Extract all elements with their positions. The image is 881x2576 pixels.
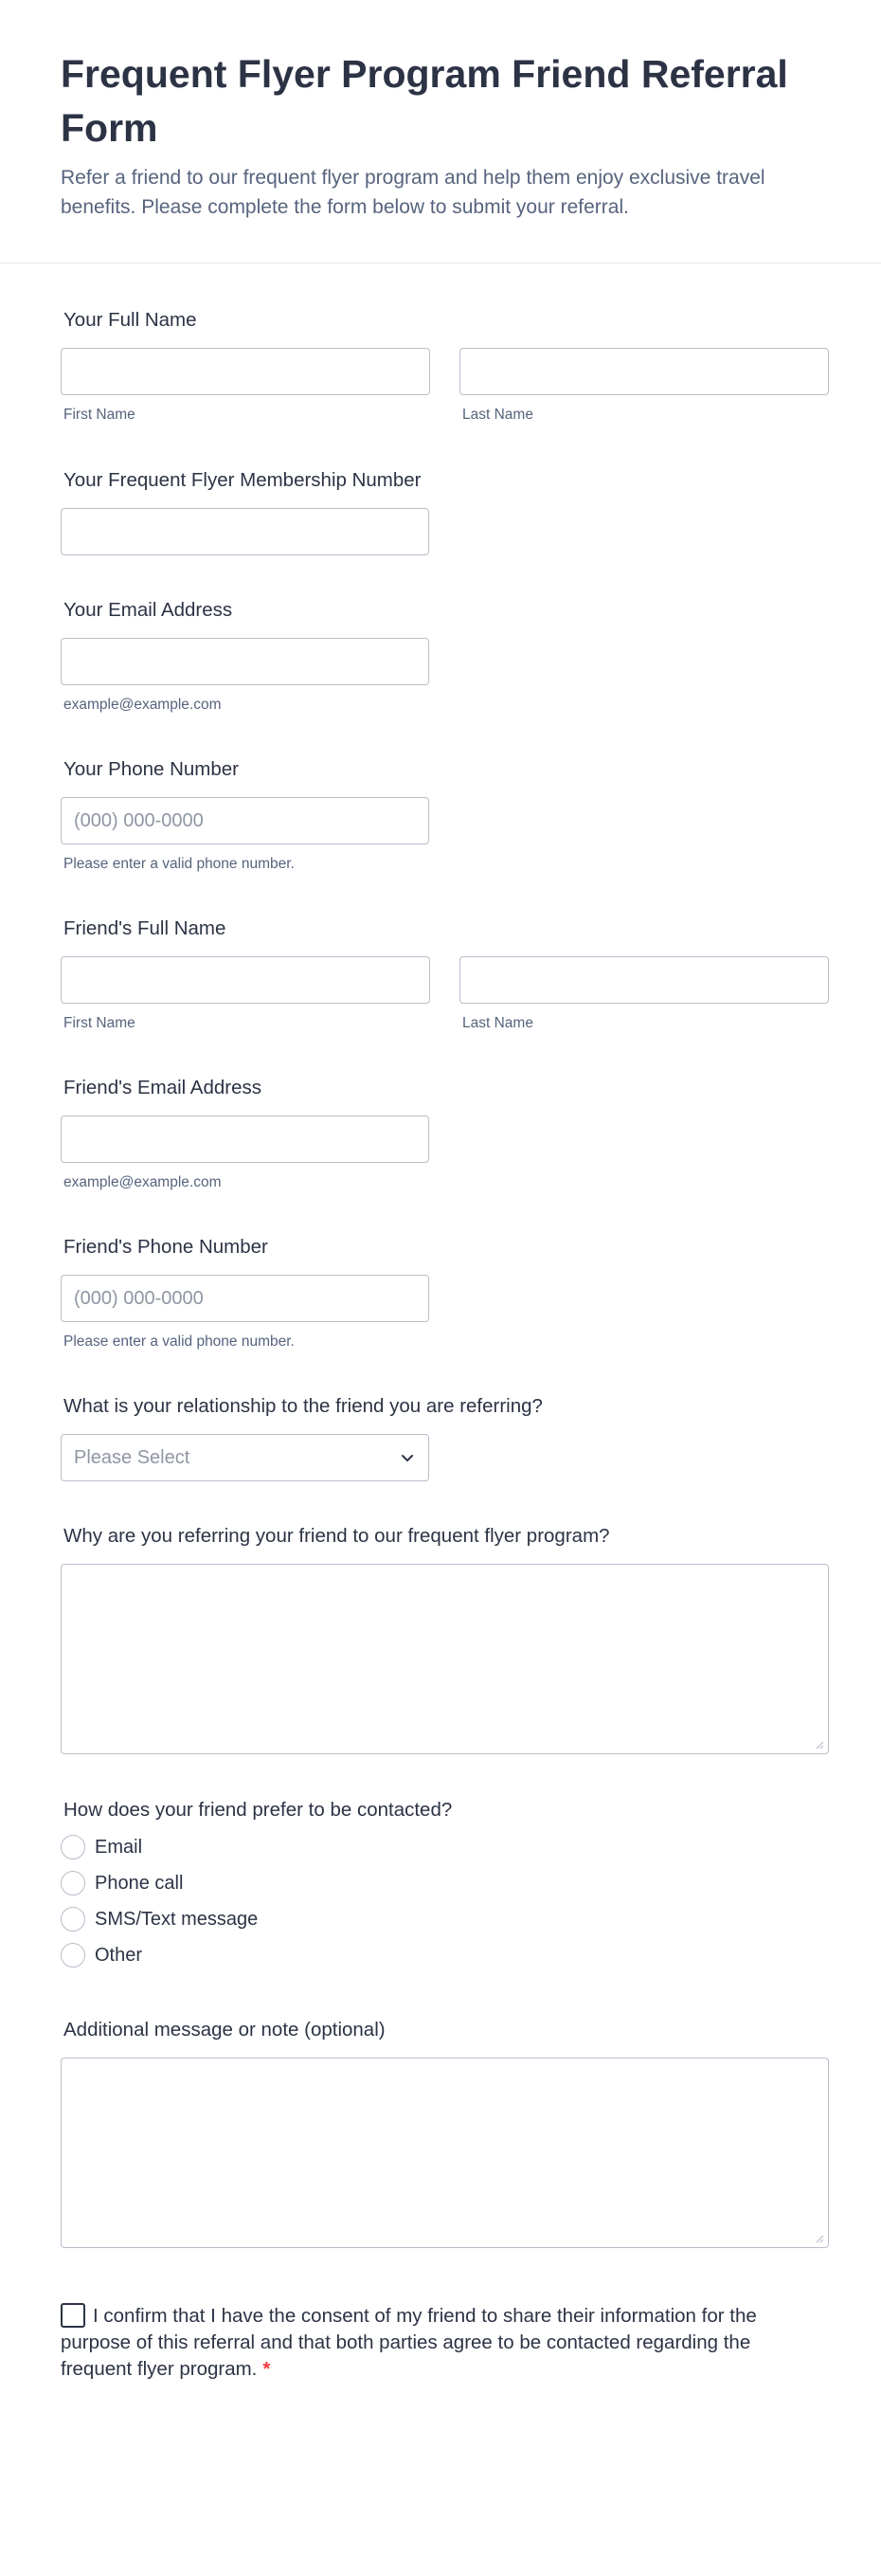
radio-option-label: Other xyxy=(95,1945,143,1966)
your-full-name-label: Your Full Name xyxy=(63,309,197,331)
form-header xyxy=(0,0,881,263)
your-full-name-field xyxy=(61,307,881,425)
radio-option-label: Phone call xyxy=(95,1873,184,1894)
friend-email-input[interactable] xyxy=(61,1116,429,1163)
radio-option-label: SMS/Text message xyxy=(95,1909,259,1930)
referral-form xyxy=(0,307,881,2383)
your-phone-field xyxy=(61,756,881,874)
resize-grip-icon[interactable] xyxy=(815,2234,824,2243)
membership-number-field xyxy=(61,467,881,555)
your-email-input[interactable] xyxy=(61,638,429,685)
consent-text: I confirm that I have the consent of my friend to share their information for the purpose of this referral and that both parties agree to be contacted regarding the frequent flyer program. xyxy=(61,2305,757,2380)
relationship-field xyxy=(61,1393,881,1481)
your-first-name-input[interactable] xyxy=(61,348,430,395)
radio-option-label: Email xyxy=(95,1837,143,1858)
your-email-label: Your Email Address xyxy=(63,599,233,621)
friend-phone-field xyxy=(61,1234,881,1351)
chevron-down-icon xyxy=(400,1450,415,1465)
friend-first-name-sublabel: First Name xyxy=(63,1015,135,1031)
contact-preference-options xyxy=(61,1829,881,1973)
consent-field xyxy=(61,2303,781,2383)
radio-option-sms[interactable] xyxy=(61,1901,881,1937)
relationship-select-placeholder: Please Select xyxy=(74,1447,190,1468)
radio-button[interactable] xyxy=(61,1943,85,1968)
your-phone-input[interactable] xyxy=(61,797,429,844)
friend-full-name-field xyxy=(61,916,881,1033)
relationship-label: What is your relationship to the friend you are referring? xyxy=(63,1395,543,1417)
contact-preference-label: How does your friend prefer to be contacted? xyxy=(63,1799,453,1821)
contact-preference-field xyxy=(61,1797,881,1973)
reason-label: Why are you referring your friend to our frequent flyer program? xyxy=(63,1525,610,1547)
your-last-name-sublabel: Last Name xyxy=(462,407,533,423)
relationship-select[interactable] xyxy=(61,1434,429,1481)
additional-note-label: Additional message or note (optional) xyxy=(63,2019,386,2041)
friend-phone-sublabel: Please enter a valid phone number. xyxy=(63,1333,295,1350)
friend-phone-input[interactable] xyxy=(61,1275,429,1322)
friend-phone-label: Friend's Phone Number xyxy=(63,1236,268,1258)
form-title: Frequent Flyer Program Friend Referral Form xyxy=(61,52,788,150)
reason-field xyxy=(61,1523,881,1754)
radio-button[interactable] xyxy=(61,1871,85,1896)
form-subtitle: Refer a friend to our frequent flyer program and help them enjoy exclusive travel benefits. Please complete the form below to submit your referral. xyxy=(61,167,765,218)
friend-email-sublabel: example@example.com xyxy=(63,1174,222,1190)
friend-last-name-sublabel: Last Name xyxy=(462,1015,533,1031)
radio-button[interactable] xyxy=(61,1835,85,1859)
your-first-name-sublabel: First Name xyxy=(63,407,135,423)
reason-textarea[interactable] xyxy=(61,1564,829,1754)
your-email-sublabel: example@example.com xyxy=(63,697,222,713)
membership-number-input[interactable] xyxy=(61,508,429,555)
consent-checkbox[interactable] xyxy=(61,2303,85,2328)
radio-option-phone-call[interactable] xyxy=(61,1865,881,1901)
resize-grip-icon[interactable] xyxy=(815,1740,824,1750)
membership-number-label: Your Frequent Flyer Membership Number xyxy=(63,469,422,491)
your-phone-label: Your Phone Number xyxy=(63,758,240,780)
friend-email-label: Friend's Email Address xyxy=(63,1077,261,1098)
your-phone-sublabel: Please enter a valid phone number. xyxy=(63,856,295,872)
additional-note-textarea[interactable] xyxy=(61,2058,829,2248)
required-asterisk: * xyxy=(262,2358,271,2380)
your-email-field xyxy=(61,597,881,715)
friend-full-name-label: Friend's Full Name xyxy=(63,917,226,939)
radio-button[interactable] xyxy=(61,1907,85,1932)
friend-email-field xyxy=(61,1075,881,1192)
friend-last-name-input[interactable] xyxy=(459,956,829,1004)
friend-first-name-input[interactable] xyxy=(61,956,430,1004)
radio-option-other[interactable] xyxy=(61,1937,881,1973)
your-last-name-input[interactable] xyxy=(459,348,829,395)
additional-note-field xyxy=(61,2017,881,2248)
radio-option-email[interactable] xyxy=(61,1829,881,1865)
